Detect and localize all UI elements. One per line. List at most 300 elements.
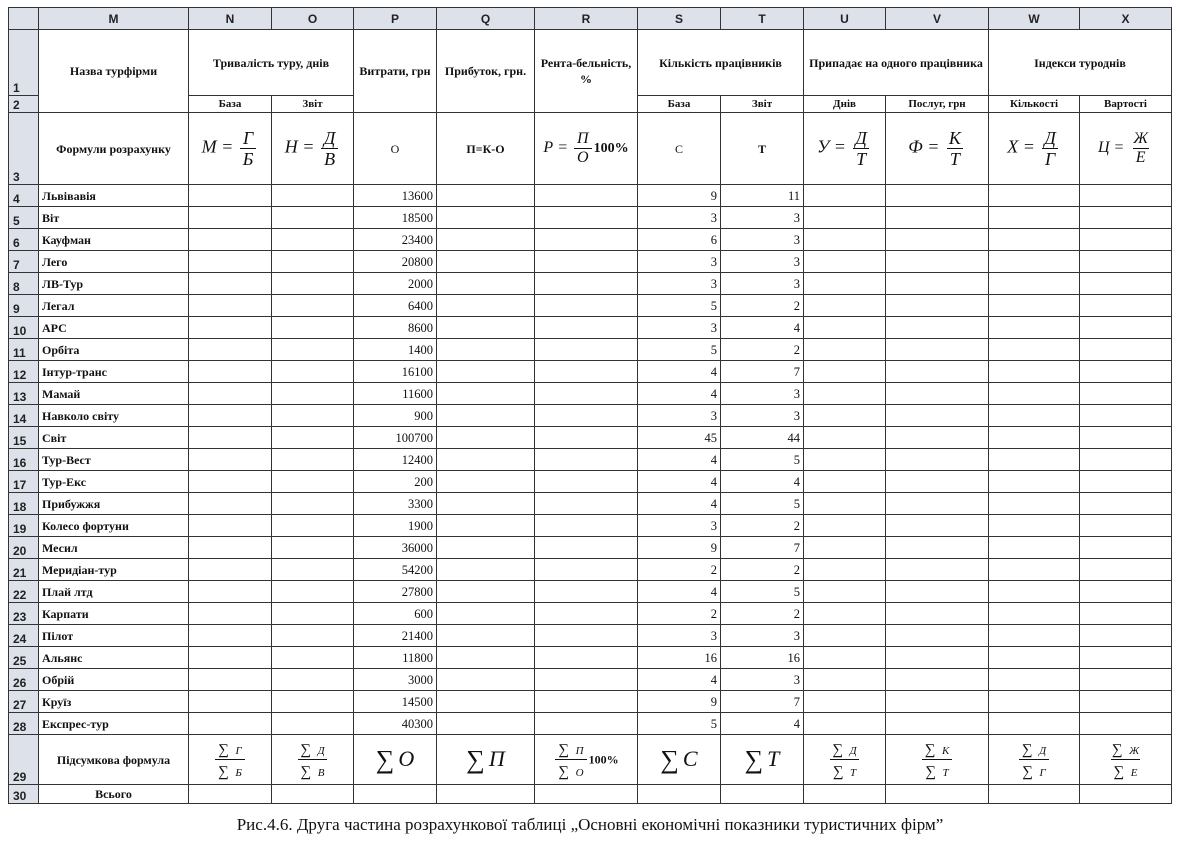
firm-name-cell[interactable]: ЛВ-Тур xyxy=(39,273,189,295)
duration-report-cell[interactable] xyxy=(272,581,354,603)
index-quantity-cell[interactable] xyxy=(989,317,1080,339)
firm-name-cell[interactable]: Світ xyxy=(39,427,189,449)
index-value-cell[interactable] xyxy=(1080,449,1172,471)
row-header[interactable]: 12 xyxy=(9,361,39,383)
row-header[interactable]: 27 xyxy=(9,691,39,713)
duration-base-cell[interactable] xyxy=(189,295,272,317)
index-value-cell[interactable] xyxy=(1080,251,1172,273)
per-worker-days-cell[interactable] xyxy=(804,669,886,691)
index-value-cell[interactable] xyxy=(1080,581,1172,603)
summary-R[interactable]: $\frac{\sum П}{\sum О}$ 100% xyxy=(535,735,638,785)
index-value-cell[interactable] xyxy=(1080,603,1172,625)
index-quantity-cell[interactable] xyxy=(989,449,1080,471)
duration-report-cell[interactable] xyxy=(272,251,354,273)
staff-base-cell[interactable]: 4 xyxy=(638,449,721,471)
profitability-cell[interactable] xyxy=(535,669,638,691)
firm-name-cell[interactable]: Круїз xyxy=(39,691,189,713)
profitability-cell[interactable] xyxy=(535,603,638,625)
total-cell-T[interactable] xyxy=(721,785,804,804)
summary-U[interactable]: $\frac{\sum Д}{\sum Т}$ xyxy=(804,735,886,785)
index-quantity-cell[interactable] xyxy=(989,229,1080,251)
costs-cell[interactable]: 200 xyxy=(354,471,437,493)
duration-base-cell[interactable] xyxy=(189,493,272,515)
costs-cell[interactable]: 13600 xyxy=(354,185,437,207)
row-header-29[interactable]: 29 xyxy=(9,735,39,785)
staff-report-cell[interactable]: 44 xyxy=(721,427,804,449)
costs-cell[interactable]: 11600 xyxy=(354,383,437,405)
staff-report-cell[interactable]: 4 xyxy=(721,713,804,735)
duration-report-cell[interactable] xyxy=(272,713,354,735)
profit-cell[interactable] xyxy=(437,449,535,471)
staff-report-cell[interactable]: 7 xyxy=(721,537,804,559)
profitability-cell[interactable] xyxy=(535,691,638,713)
formula-O[interactable]: Н = $\frac{Д}{В}$ xyxy=(272,113,354,185)
costs-cell[interactable]: 36000 xyxy=(354,537,437,559)
staff-report-cell[interactable]: 3 xyxy=(721,251,804,273)
per-worker-services-cell[interactable] xyxy=(886,185,989,207)
staff-base-cell[interactable]: 2 xyxy=(638,559,721,581)
per-worker-days-cell[interactable] xyxy=(804,581,886,603)
staff-base-cell[interactable]: 5 xyxy=(638,295,721,317)
profit-cell[interactable] xyxy=(437,515,535,537)
duration-report-cell[interactable] xyxy=(272,449,354,471)
index-quantity-cell[interactable] xyxy=(989,581,1080,603)
duration-base-cell[interactable] xyxy=(189,669,272,691)
profitability-cell[interactable] xyxy=(535,229,638,251)
total-cell-X[interactable] xyxy=(1080,785,1172,804)
costs-cell[interactable]: 14500 xyxy=(354,691,437,713)
firm-name-cell[interactable]: Тур-Екс xyxy=(39,471,189,493)
row-header[interactable]: 15 xyxy=(9,427,39,449)
row-header[interactable]: 22 xyxy=(9,581,39,603)
profit-cell[interactable] xyxy=(437,361,535,383)
summary-N[interactable]: $\frac{\sum Г}{\sum Б}$ xyxy=(189,735,272,785)
duration-base-cell[interactable] xyxy=(189,603,272,625)
index-quantity-cell[interactable] xyxy=(989,361,1080,383)
profit-cell[interactable] xyxy=(437,493,535,515)
per-worker-services-cell[interactable] xyxy=(886,603,989,625)
per-worker-services-cell[interactable] xyxy=(886,581,989,603)
duration-report-cell[interactable] xyxy=(272,185,354,207)
formula-R[interactable]: Р = $\frac{П}{О}$ 100% xyxy=(535,113,638,185)
per-worker-days-cell[interactable] xyxy=(804,515,886,537)
per-worker-days-cell[interactable] xyxy=(804,559,886,581)
index-value-cell[interactable] xyxy=(1080,383,1172,405)
duration-report-cell[interactable] xyxy=(272,405,354,427)
profitability-cell[interactable] xyxy=(535,625,638,647)
corner-cell[interactable] xyxy=(9,8,39,30)
per-worker-days-cell[interactable] xyxy=(804,405,886,427)
index-value-cell[interactable] xyxy=(1080,317,1172,339)
index-value-cell[interactable] xyxy=(1080,207,1172,229)
staff-base-cell[interactable]: 5 xyxy=(638,713,721,735)
duration-base-cell[interactable] xyxy=(189,581,272,603)
per-worker-services-cell[interactable] xyxy=(886,493,989,515)
index-quantity-cell[interactable] xyxy=(989,691,1080,713)
column-header-U[interactable]: U xyxy=(804,8,886,30)
staff-report-cell[interactable]: 4 xyxy=(721,471,804,493)
index-value-cell[interactable] xyxy=(1080,273,1172,295)
profitability-cell[interactable] xyxy=(535,405,638,427)
firm-name-cell[interactable]: Навколо світу xyxy=(39,405,189,427)
row-header[interactable]: 16 xyxy=(9,449,39,471)
per-worker-services-cell[interactable] xyxy=(886,471,989,493)
row-header[interactable]: 9 xyxy=(9,295,39,317)
per-worker-days-cell[interactable] xyxy=(804,471,886,493)
row-header[interactable]: 13 xyxy=(9,383,39,405)
costs-cell[interactable]: 1400 xyxy=(354,339,437,361)
firm-name-cell[interactable]: Месил xyxy=(39,537,189,559)
row-header[interactable]: 14 xyxy=(9,405,39,427)
per-worker-services-cell[interactable] xyxy=(886,273,989,295)
duration-base-cell[interactable] xyxy=(189,405,272,427)
subheader-services[interactable]: Послуг, грн xyxy=(886,96,989,113)
per-worker-days-cell[interactable] xyxy=(804,361,886,383)
profit-cell[interactable] xyxy=(437,471,535,493)
firm-name-cell[interactable]: Прибужжя xyxy=(39,493,189,515)
profit-cell[interactable] xyxy=(437,537,535,559)
per-worker-services-cell[interactable] xyxy=(886,427,989,449)
per-worker-services-cell[interactable] xyxy=(886,251,989,273)
duration-base-cell[interactable] xyxy=(189,537,272,559)
formula-U[interactable]: У = $\frac{Д}{Т}$ xyxy=(804,113,886,185)
profitability-cell[interactable] xyxy=(535,537,638,559)
staff-report-cell[interactable]: 5 xyxy=(721,493,804,515)
index-quantity-cell[interactable] xyxy=(989,383,1080,405)
duration-report-cell[interactable] xyxy=(272,493,354,515)
duration-base-cell[interactable] xyxy=(189,647,272,669)
profitability-cell[interactable] xyxy=(535,427,638,449)
total-cell-O[interactable] xyxy=(272,785,354,804)
index-value-cell[interactable] xyxy=(1080,669,1172,691)
subheader-base[interactable]: База xyxy=(189,96,272,113)
profit-cell[interactable] xyxy=(437,229,535,251)
profitability-cell[interactable] xyxy=(535,273,638,295)
costs-cell[interactable]: 1900 xyxy=(354,515,437,537)
staff-base-cell[interactable]: 16 xyxy=(638,647,721,669)
per-worker-days-cell[interactable] xyxy=(804,317,886,339)
profit-cell[interactable] xyxy=(437,691,535,713)
staff-report-cell[interactable]: 5 xyxy=(721,581,804,603)
per-worker-services-cell[interactable] xyxy=(886,383,989,405)
profitability-cell[interactable] xyxy=(535,647,638,669)
index-quantity-cell[interactable] xyxy=(989,471,1080,493)
staff-report-cell[interactable]: 3 xyxy=(721,207,804,229)
index-quantity-cell[interactable] xyxy=(989,559,1080,581)
staff-report-cell[interactable]: 4 xyxy=(721,317,804,339)
costs-cell[interactable]: 54200 xyxy=(354,559,437,581)
per-worker-services-cell[interactable] xyxy=(886,229,989,251)
duration-report-cell[interactable] xyxy=(272,273,354,295)
column-header-V[interactable]: V xyxy=(886,8,989,30)
duration-base-cell[interactable] xyxy=(189,361,272,383)
row-header[interactable]: 19 xyxy=(9,515,39,537)
subheader-quantity[interactable]: Кількості xyxy=(989,96,1080,113)
staff-base-cell[interactable]: 3 xyxy=(638,251,721,273)
row-header[interactable]: 24 xyxy=(9,625,39,647)
row-header[interactable]: 23 xyxy=(9,603,39,625)
profit-cell[interactable] xyxy=(437,581,535,603)
profitability-cell[interactable] xyxy=(535,317,638,339)
duration-base-cell[interactable] xyxy=(189,625,272,647)
per-worker-days-cell[interactable] xyxy=(804,207,886,229)
firm-name-cell[interactable]: Плай лтд xyxy=(39,581,189,603)
profit-cell[interactable] xyxy=(437,559,535,581)
row-header[interactable]: 25 xyxy=(9,647,39,669)
index-value-cell[interactable] xyxy=(1080,493,1172,515)
per-worker-services-cell[interactable] xyxy=(886,559,989,581)
staff-report-cell[interactable]: 3 xyxy=(721,625,804,647)
costs-cell[interactable]: 20800 xyxy=(354,251,437,273)
index-quantity-cell[interactable] xyxy=(989,427,1080,449)
column-header-M[interactable]: M xyxy=(39,8,189,30)
costs-cell[interactable]: 21400 xyxy=(354,625,437,647)
staff-base-cell[interactable]: 9 xyxy=(638,185,721,207)
row-header[interactable]: 20 xyxy=(9,537,39,559)
staff-report-cell[interactable]: 2 xyxy=(721,339,804,361)
summary-Q[interactable]: ∑ П xyxy=(437,735,535,785)
firm-name-cell[interactable]: Львівавія xyxy=(39,185,189,207)
index-quantity-cell[interactable] xyxy=(989,273,1080,295)
per-worker-days-cell[interactable] xyxy=(804,251,886,273)
formula-S[interactable]: С xyxy=(638,113,721,185)
profitability-cell[interactable] xyxy=(535,471,638,493)
index-quantity-cell[interactable] xyxy=(989,251,1080,273)
duration-report-cell[interactable] xyxy=(272,427,354,449)
staff-report-cell[interactable]: 7 xyxy=(721,361,804,383)
subheader-staff-report[interactable]: Звіт xyxy=(721,96,804,113)
subheader-days[interactable]: Днів xyxy=(804,96,886,113)
profitability-cell[interactable] xyxy=(535,449,638,471)
profit-cell[interactable] xyxy=(437,273,535,295)
duration-report-cell[interactable] xyxy=(272,559,354,581)
header-duration[interactable]: Тривалість туру, днів xyxy=(189,30,354,96)
summary-label[interactable]: Підсумкова формула xyxy=(39,735,189,785)
staff-base-cell[interactable]: 4 xyxy=(638,669,721,691)
formula-P[interactable]: О xyxy=(354,113,437,185)
costs-cell[interactable]: 18500 xyxy=(354,207,437,229)
formula-Q[interactable]: П=К-О xyxy=(437,113,535,185)
profit-cell[interactable] xyxy=(437,383,535,405)
duration-report-cell[interactable] xyxy=(272,207,354,229)
per-worker-services-cell[interactable] xyxy=(886,449,989,471)
summary-S[interactable]: ∑ С xyxy=(638,735,721,785)
staff-base-cell[interactable]: 4 xyxy=(638,581,721,603)
profitability-cell[interactable] xyxy=(535,207,638,229)
column-header-N[interactable]: N xyxy=(189,8,272,30)
firm-name-cell[interactable]: Лего xyxy=(39,251,189,273)
firm-name-cell[interactable]: Меридіан-тур xyxy=(39,559,189,581)
index-quantity-cell[interactable] xyxy=(989,295,1080,317)
profitability-cell[interactable] xyxy=(535,713,638,735)
per-worker-days-cell[interactable] xyxy=(804,713,886,735)
per-worker-days-cell[interactable] xyxy=(804,383,886,405)
firm-name-cell[interactable]: Пілот xyxy=(39,625,189,647)
index-quantity-cell[interactable] xyxy=(989,669,1080,691)
firm-name-cell[interactable]: Орбіта xyxy=(39,339,189,361)
duration-report-cell[interactable] xyxy=(272,339,354,361)
duration-base-cell[interactable] xyxy=(189,427,272,449)
duration-base-cell[interactable] xyxy=(189,691,272,713)
duration-base-cell[interactable] xyxy=(189,251,272,273)
staff-base-cell[interactable]: 3 xyxy=(638,625,721,647)
duration-base-cell[interactable] xyxy=(189,471,272,493)
costs-cell[interactable]: 12400 xyxy=(354,449,437,471)
formula-T[interactable]: Т xyxy=(721,113,804,185)
staff-base-cell[interactable]: 3 xyxy=(638,273,721,295)
profit-cell[interactable] xyxy=(437,669,535,691)
total-cell-W[interactable] xyxy=(989,785,1080,804)
duration-report-cell[interactable] xyxy=(272,295,354,317)
index-quantity-cell[interactable] xyxy=(989,603,1080,625)
header-profitability[interactable]: Рента-бельність, % xyxy=(535,30,638,113)
profit-cell[interactable] xyxy=(437,713,535,735)
header-per-worker[interactable]: Припадає на одного працівника xyxy=(804,30,989,96)
formula-N[interactable]: М = $\frac{Г}{Б}$ xyxy=(189,113,272,185)
firm-name-cell[interactable]: Обрій xyxy=(39,669,189,691)
row-header-30[interactable]: 30 xyxy=(9,785,39,804)
summary-W[interactable]: $\frac{\sum Д}{\sum Г}$ xyxy=(989,735,1080,785)
per-worker-services-cell[interactable] xyxy=(886,713,989,735)
firm-name-cell[interactable]: Експрес-тур xyxy=(39,713,189,735)
row-header[interactable]: 28 xyxy=(9,713,39,735)
profit-cell[interactable] xyxy=(437,405,535,427)
index-value-cell[interactable] xyxy=(1080,427,1172,449)
staff-report-cell[interactable]: 2 xyxy=(721,515,804,537)
staff-base-cell[interactable]: 9 xyxy=(638,691,721,713)
row-header[interactable]: 18 xyxy=(9,493,39,515)
index-value-cell[interactable] xyxy=(1080,471,1172,493)
staff-report-cell[interactable]: 7 xyxy=(721,691,804,713)
profit-cell[interactable] xyxy=(437,317,535,339)
index-quantity-cell[interactable] xyxy=(989,405,1080,427)
index-quantity-cell[interactable] xyxy=(989,493,1080,515)
total-cell-U[interactable] xyxy=(804,785,886,804)
row-header[interactable]: 10 xyxy=(9,317,39,339)
profit-cell[interactable] xyxy=(437,185,535,207)
duration-report-cell[interactable] xyxy=(272,471,354,493)
per-worker-days-cell[interactable] xyxy=(804,537,886,559)
per-worker-services-cell[interactable] xyxy=(886,515,989,537)
per-worker-days-cell[interactable] xyxy=(804,339,886,361)
profitability-cell[interactable] xyxy=(535,383,638,405)
column-header-Q[interactable]: Q xyxy=(437,8,535,30)
duration-base-cell[interactable] xyxy=(189,449,272,471)
subheader-staff-base[interactable]: База xyxy=(638,96,721,113)
duration-report-cell[interactable] xyxy=(272,537,354,559)
header-costs[interactable]: Витрати, грн xyxy=(354,30,437,113)
subheader-report[interactable]: Звіт xyxy=(272,96,354,113)
index-value-cell[interactable] xyxy=(1080,625,1172,647)
index-value-cell[interactable] xyxy=(1080,405,1172,427)
duration-report-cell[interactable] xyxy=(272,361,354,383)
staff-base-cell[interactable]: 4 xyxy=(638,383,721,405)
staff-report-cell[interactable]: 2 xyxy=(721,559,804,581)
index-quantity-cell[interactable] xyxy=(989,185,1080,207)
profit-cell[interactable] xyxy=(437,251,535,273)
duration-base-cell[interactable] xyxy=(189,713,272,735)
duration-base-cell[interactable] xyxy=(189,559,272,581)
row-header-1[interactable]: 1 xyxy=(9,30,39,96)
profitability-cell[interactable] xyxy=(535,361,638,383)
duration-base-cell[interactable] xyxy=(189,273,272,295)
staff-base-cell[interactable]: 9 xyxy=(638,537,721,559)
row-header[interactable]: 17 xyxy=(9,471,39,493)
duration-base-cell[interactable] xyxy=(189,515,272,537)
per-worker-days-cell[interactable] xyxy=(804,185,886,207)
index-value-cell[interactable] xyxy=(1080,295,1172,317)
total-cell-S[interactable] xyxy=(638,785,721,804)
duration-base-cell[interactable] xyxy=(189,185,272,207)
staff-base-cell[interactable]: 3 xyxy=(638,207,721,229)
staff-report-cell[interactable]: 3 xyxy=(721,273,804,295)
index-quantity-cell[interactable] xyxy=(989,515,1080,537)
index-quantity-cell[interactable] xyxy=(989,647,1080,669)
duration-report-cell[interactable] xyxy=(272,383,354,405)
profit-cell[interactable] xyxy=(437,207,535,229)
total-cell-N[interactable] xyxy=(189,785,272,804)
row-header[interactable]: 21 xyxy=(9,559,39,581)
formula-label[interactable]: Формули розрахунку xyxy=(39,113,189,185)
per-worker-days-cell[interactable] xyxy=(804,691,886,713)
firm-name-cell[interactable]: Легал xyxy=(39,295,189,317)
row-header[interactable]: 4 xyxy=(9,185,39,207)
duration-report-cell[interactable] xyxy=(272,625,354,647)
staff-base-cell[interactable]: 5 xyxy=(638,339,721,361)
profit-cell[interactable] xyxy=(437,625,535,647)
staff-report-cell[interactable]: 16 xyxy=(721,647,804,669)
costs-cell[interactable]: 900 xyxy=(354,405,437,427)
index-value-cell[interactable] xyxy=(1080,537,1172,559)
index-value-cell[interactable] xyxy=(1080,647,1172,669)
firm-name-cell[interactable]: Альянс xyxy=(39,647,189,669)
header-indices[interactable]: Індекси туроднів xyxy=(989,30,1172,96)
row-header[interactable]: 7 xyxy=(9,251,39,273)
duration-base-cell[interactable] xyxy=(189,207,272,229)
column-header-X[interactable]: X xyxy=(1080,8,1172,30)
column-header-W[interactable]: W xyxy=(989,8,1080,30)
profitability-cell[interactable] xyxy=(535,515,638,537)
index-quantity-cell[interactable] xyxy=(989,625,1080,647)
duration-report-cell[interactable] xyxy=(272,603,354,625)
column-header-R[interactable]: R xyxy=(535,8,638,30)
firm-name-cell[interactable]: Мамай xyxy=(39,383,189,405)
index-value-cell[interactable] xyxy=(1080,361,1172,383)
index-quantity-cell[interactable] xyxy=(989,713,1080,735)
summary-O[interactable]: $\frac{\sum Д}{\sum В}$ xyxy=(272,735,354,785)
staff-base-cell[interactable]: 4 xyxy=(638,471,721,493)
column-header-T[interactable]: T xyxy=(721,8,804,30)
staff-base-cell[interactable]: 4 xyxy=(638,361,721,383)
row-header[interactable]: 11 xyxy=(9,339,39,361)
duration-base-cell[interactable] xyxy=(189,229,272,251)
total-cell-Q[interactable] xyxy=(437,785,535,804)
per-worker-days-cell[interactable] xyxy=(804,427,886,449)
duration-report-cell[interactable] xyxy=(272,229,354,251)
subheader-value[interactable]: Вартості xyxy=(1080,96,1172,113)
costs-cell[interactable]: 11800 xyxy=(354,647,437,669)
duration-report-cell[interactable] xyxy=(272,515,354,537)
staff-base-cell[interactable]: 6 xyxy=(638,229,721,251)
staff-base-cell[interactable]: 45 xyxy=(638,427,721,449)
index-quantity-cell[interactable] xyxy=(989,339,1080,361)
per-worker-days-cell[interactable] xyxy=(804,295,886,317)
formula-X[interactable]: Ц = $\frac{Ж}{Е}$ xyxy=(1080,113,1172,185)
per-worker-services-cell[interactable] xyxy=(886,317,989,339)
index-value-cell[interactable] xyxy=(1080,713,1172,735)
total-label[interactable]: Всього xyxy=(39,785,189,804)
profitability-cell[interactable] xyxy=(535,339,638,361)
